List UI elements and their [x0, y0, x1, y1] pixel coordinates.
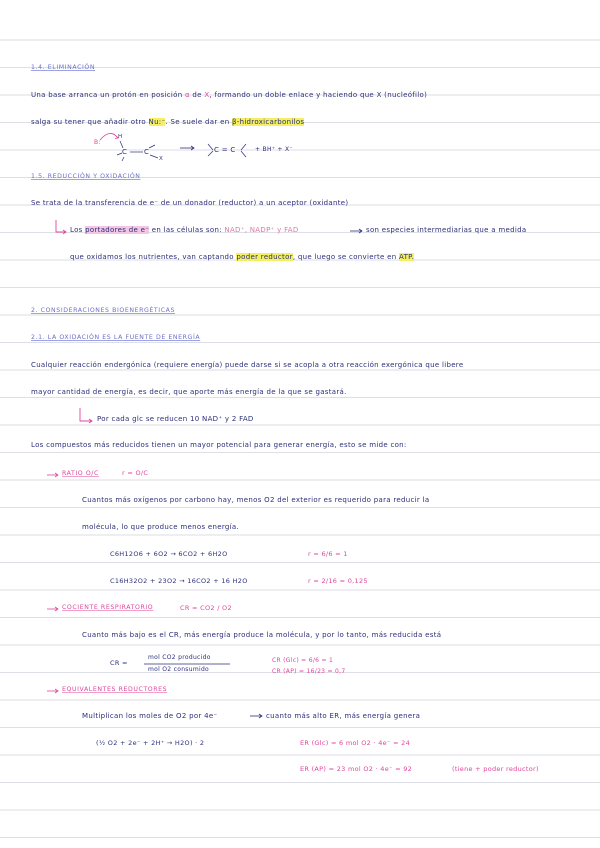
cr-glucose: CR (Glc) = 6/6 = 1: [272, 657, 334, 664]
section-heading-reduccion: 1.5. REDUCCIÓN Y OXIDACIÓN: [31, 173, 141, 180]
section-heading-bioenergeticas: 2. CONSIDERACIONES BIOENERGÉTICAS: [31, 307, 176, 314]
cr-denominator: mol O2 consumido: [148, 666, 210, 673]
text: Los: [70, 226, 83, 234]
atp-highlight: ATP.: [399, 253, 415, 261]
oxidacion-line-4: Los compuestos más reducidos tienen un mayor potencial para generar energía, esto se mide con:: [31, 441, 407, 449]
ratio-formula: r = O/C: [122, 469, 149, 477]
text: , que luego se convierte en: [292, 253, 397, 261]
text: que oxidamos los nutrientes, van captando: [70, 253, 234, 261]
leaving-group-label: X: [159, 156, 164, 162]
section-heading-eliminacion: 1.4. ELIMINACIÓN: [31, 64, 96, 71]
cr-label: CR =: [110, 659, 128, 667]
text: de: [192, 91, 202, 99]
glucose-ratio: r = 6/6 = 1: [308, 550, 348, 558]
er-note: (tiene + poder reductor): [452, 765, 539, 773]
beta-hydroxy-highlight: β-hidroxicarbonilos: [231, 118, 305, 126]
text: Una base arranca un protón en posición: [31, 91, 183, 99]
text: , formando un doble enlace y haciendo que X (nucleófilo): [209, 91, 428, 99]
water-equation: (½ O2 + 2e⁻ + 2H⁺ → H2O) · 2: [96, 739, 205, 747]
glucose-equation: C6H12O6 + 6O2 → 6CO2 + 6H2O: [110, 550, 228, 558]
base-label: B:: [94, 139, 101, 146]
nad-fad-note: Por cada glc se reducen 10 NAD⁺ y 2 FAD: [97, 415, 254, 423]
x-symbol: X: [204, 91, 210, 99]
text: . Se suele dar en: [165, 118, 230, 126]
er-glucose: ER (Glc) = 6 mol O2 · 4e⁻ = 24: [300, 739, 411, 747]
carriers-list: NAD⁺, NADP⁺ y FAD: [224, 226, 299, 234]
ratio-desc-1: Cuantos más oxígenos por carbono hay, menos O2 del exterior es requerido para reducir la: [82, 496, 430, 504]
ratio-desc-2: molécula, lo que produce menos energía.: [82, 523, 240, 531]
equivalentes-desc-a: Multiplican los moles de O2 por 4e⁻: [82, 712, 218, 720]
cociente-desc: Cuanto más bajo es el CR, más energía produce la molécula, y por lo tanto, más reducida está: [82, 631, 442, 639]
equivalentes-desc-b: cuanto más alto ER, más energía genera: [266, 712, 421, 720]
equivalentes-label: EQUIVALENTES REDUCTORES: [62, 686, 168, 693]
poder-reductor-highlight: poder reductor: [236, 253, 293, 261]
er-palmitate: ER (AP) = 23 mol O2 · 4e⁻ = 92: [300, 765, 413, 773]
portadores-highlight: portadores de e⁻: [85, 226, 150, 234]
text: salga su tener que añadir otro: [31, 118, 146, 126]
alpha-symbol: α: [184, 91, 190, 99]
ratio-label: RATIO O/C: [62, 470, 99, 477]
cr-numerator: mol CO2 producido: [148, 654, 211, 661]
nucleophile-highlight: Nu:⁻: [148, 118, 166, 126]
reduccion-line-2b: son especies intermediarias que a medida: [366, 226, 527, 234]
oxidacion-line-1: Cualquier reacción endergónica (requiere energía) puede darse si se acopla a otra reacción exergónica que libere: [31, 361, 464, 369]
side-products: + BH⁺ + X⁻: [255, 146, 293, 153]
cociente-formula: CR = CO2 / O2: [180, 604, 232, 612]
palmitate-equation: C16H32O2 + 23O2 → 16CO2 + 16 H2O: [110, 577, 248, 585]
cr-palmitate: CR (AP) = 16/23 = 0,7: [272, 668, 346, 675]
alkene-product: C = C: [214, 146, 236, 154]
palmitate-ratio: r = 2/16 = 0,125: [308, 577, 368, 585]
cociente-label: COCIENTE RESPIRATORIO: [62, 604, 154, 611]
carbon-1-label: C: [122, 148, 128, 156]
reduccion-line-1: Se trata de la transferencia de e⁻ de un donador (reductor) a un aceptor (oxidante): [31, 199, 349, 207]
text: en las células son:: [151, 226, 222, 234]
hydrogen-label: H: [118, 134, 123, 140]
oxidacion-line-2: mayor cantidad de energía, es decir, que aporte más energía de la que se gastará.: [31, 388, 347, 396]
section-heading-oxidacion: 2.1. LA OXIDACIÓN ES LA FUENTE DE ENERGÍA: [31, 334, 201, 341]
carbon-2-label: C: [144, 148, 150, 156]
